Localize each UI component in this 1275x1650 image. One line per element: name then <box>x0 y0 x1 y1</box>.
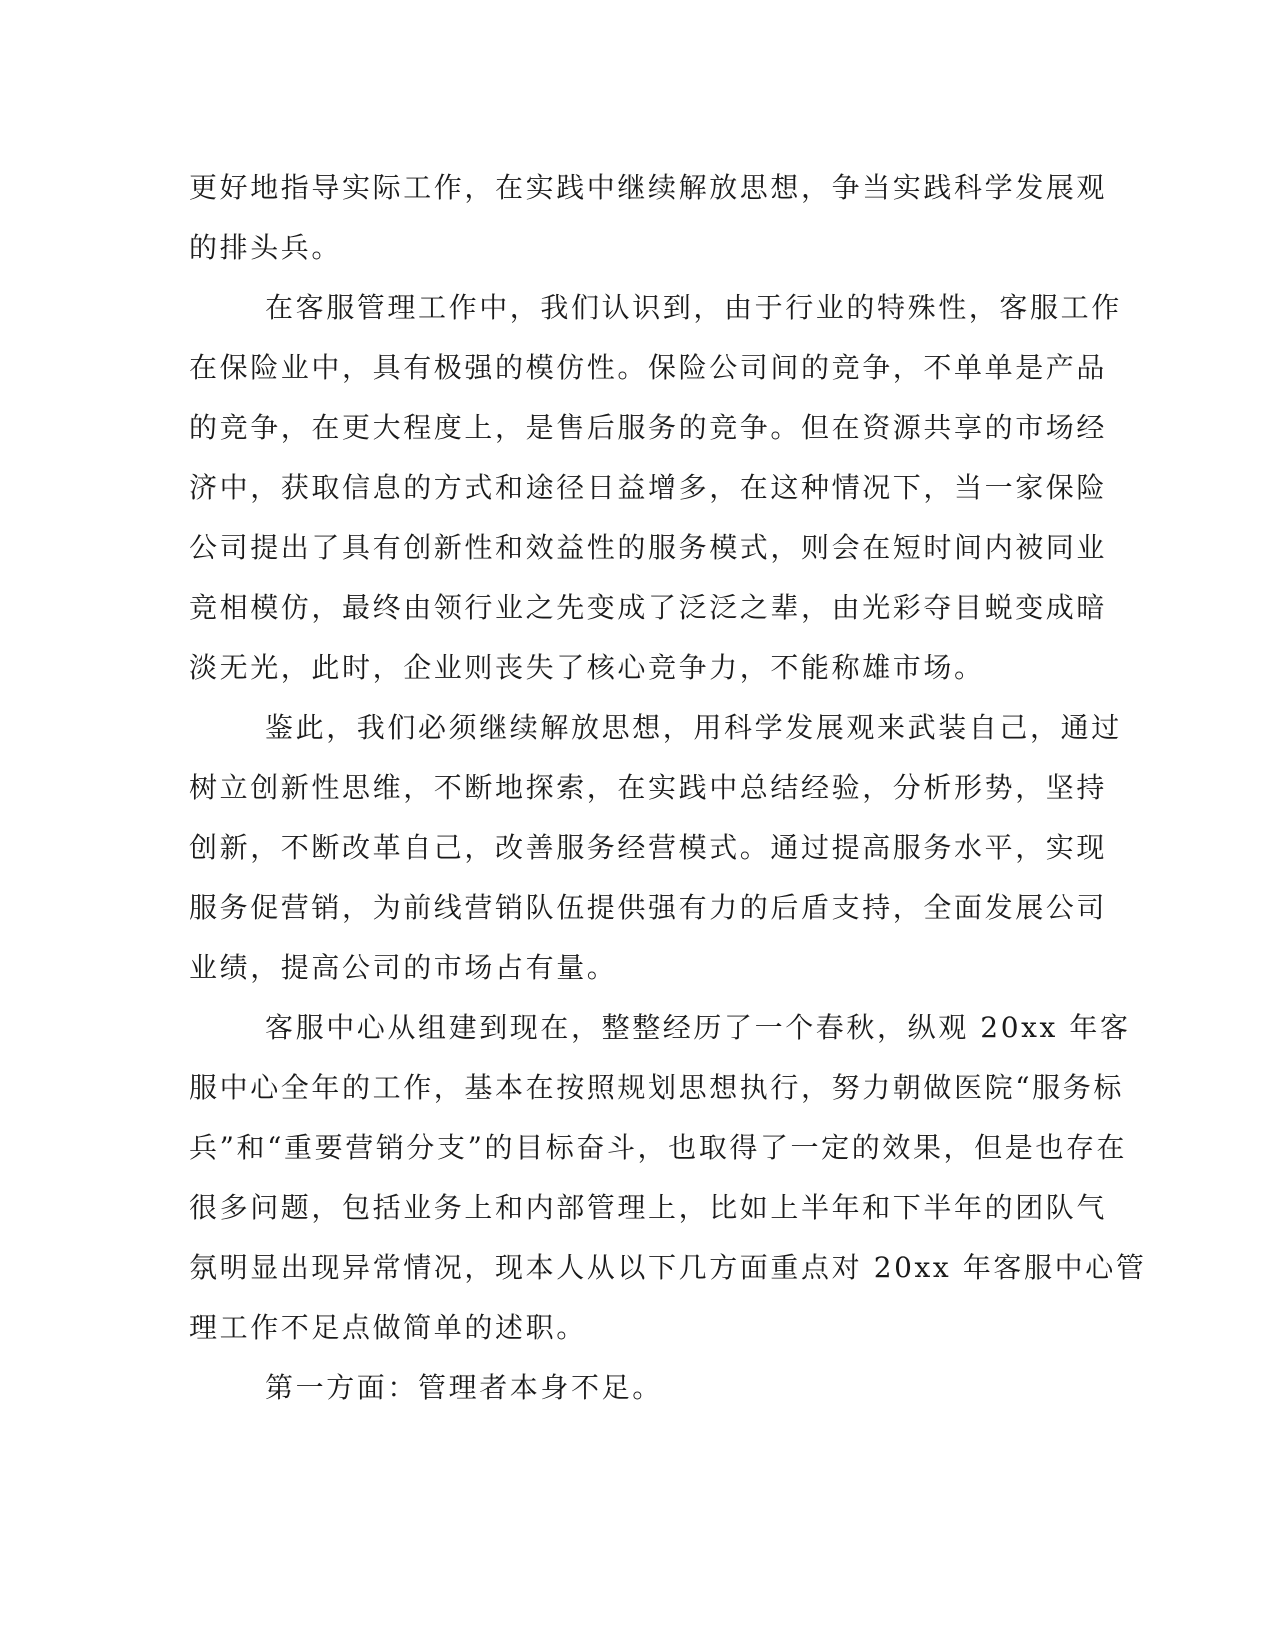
text-line: 氛明显出现异常情况，现本人从以下几方面重点对 20xx 年客服中心管 <box>189 1251 1147 1284</box>
text-line: 淡无光，此时，企业则丧失了核心竞争力，不能称雄市场。 <box>189 651 985 684</box>
text-line: 服务促营销，为前线营销队伍提供强有力的后盾支持，全面发展公司 <box>189 891 1108 924</box>
paragraph-4 <box>189 998 1147 1358</box>
text-line: 客服中心从组建到现在，整整经历了一个春秋，纵观 20xx 年客 <box>265 1011 1131 1044</box>
text-line: 服中心全年的工作，基本在按照规划思想执行，努力朝做医院“服务标 <box>189 1071 1124 1104</box>
text-line: 济中，获取信息的方式和途径日益增多，在这种情况下，当一家保险 <box>189 471 1108 504</box>
text-line: 的排头兵。 <box>189 231 343 264</box>
text-line: 创新，不断改革自己，改善服务经营模式。通过提高服务水平，实现 <box>189 831 1108 864</box>
text-line: 在客服管理工作中，我们认识到，由于行业的特殊性，客服工作 <box>265 291 1122 324</box>
text-line: 更好地指导实际工作，在实践中继续解放思想，争当实践科学发展观 <box>189 171 1108 204</box>
text-line: 公司提出了具有创新性和效益性的服务模式，则会在短时间内被同业 <box>189 531 1108 564</box>
paragraph-2 <box>189 278 1122 698</box>
text-line: 兵”和“重要营销分支”的目标奋斗，也取得了一定的效果，但是也存在 <box>189 1131 1128 1164</box>
paragraph-1 <box>189 158 1108 278</box>
paragraph-3 <box>189 698 1122 998</box>
section-heading <box>189 1358 1069 1418</box>
text-line: 在保险业中，具有极强的模仿性。保险公司间的竞争，不单单是产品 <box>189 351 1108 384</box>
text-line: 第一方面：管理者本身不足。 <box>265 1371 663 1404</box>
text-line: 的竞争，在更大程度上，是售后服务的竞争。但在资源共享的市场经 <box>189 411 1108 444</box>
text-line: 树立创新性思维，不断地探索，在实践中总结经验，分析形势，坚持 <box>189 771 1108 804</box>
text-line: 业绩，提高公司的市场占有量。 <box>189 951 618 984</box>
text-line: 鉴此，我们必须继续解放思想，用科学发展观来武装自己，通过 <box>265 711 1122 744</box>
text-line: 竞相模仿，最终由领行业之先变成了泛泛之辈，由光彩夺目蜕变成暗 <box>189 591 1108 624</box>
document-body <box>189 158 1147 1418</box>
text-line: 理工作不足点做简单的述职。 <box>189 1311 587 1344</box>
text-line: 很多问题，包括业务上和内部管理上，比如上半年和下半年的团队气 <box>189 1191 1108 1224</box>
